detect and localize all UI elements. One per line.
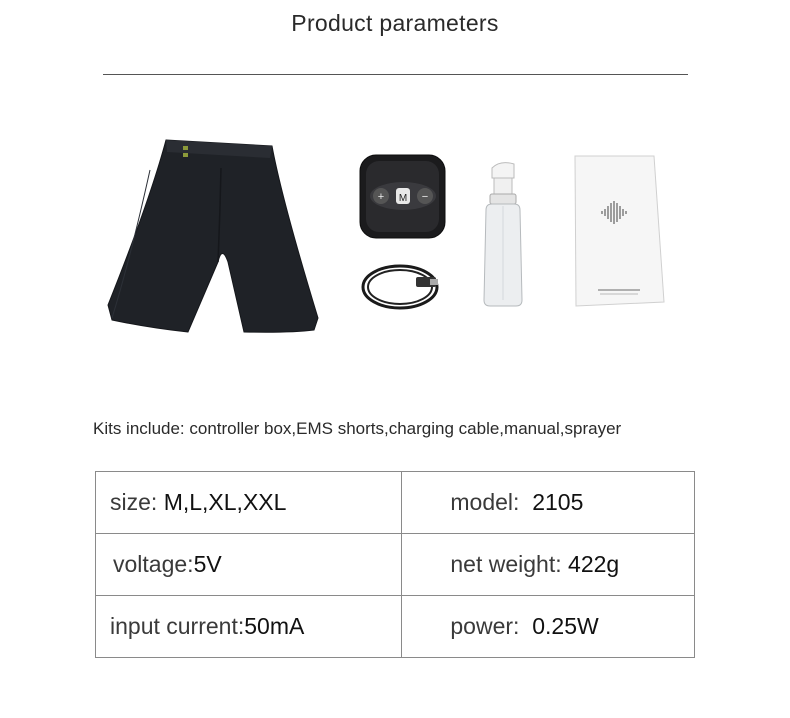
model-label: model: (450, 489, 533, 515)
table-row (96, 472, 695, 534)
power-value: 0.25W (532, 613, 599, 639)
size-value: M,L,XL,XXL (163, 489, 287, 515)
voltage-value: 5V (193, 551, 222, 577)
sprayer-bottle-image (484, 163, 522, 306)
table-row (96, 596, 695, 658)
table-row (96, 534, 695, 596)
weight-value: 422g (568, 551, 620, 577)
current-value: 50mA (244, 613, 305, 639)
model-value: 2105 (532, 489, 584, 515)
parameters-table (95, 471, 695, 658)
ems-shorts-image (108, 140, 318, 332)
size-label: size: (110, 489, 164, 515)
controller-box-image (360, 155, 445, 238)
charging-cable-image (363, 266, 438, 308)
svg-text:M: M (398, 193, 408, 204)
size-cell (96, 472, 402, 534)
voltage-label: voltage: (113, 551, 194, 577)
current-cell (96, 596, 402, 658)
manual-image (575, 156, 664, 306)
kits-include-text: Kits include: controller box,EMS shorts,charging cable,manual,sprayer (93, 419, 622, 438)
power-cell (402, 596, 695, 658)
svg-text:+: + (377, 191, 385, 203)
current-label: input current: (110, 613, 245, 639)
power-label: power: (450, 613, 533, 639)
page-title: Product parameters (291, 10, 499, 36)
voltage-cell (96, 534, 402, 596)
weight-label: net weight: (450, 551, 569, 577)
model-cell (402, 472, 695, 534)
weight-cell (402, 534, 695, 596)
product-kit-image (0, 120, 790, 340)
title-divider (103, 74, 688, 75)
svg-text:−: − (421, 191, 429, 203)
